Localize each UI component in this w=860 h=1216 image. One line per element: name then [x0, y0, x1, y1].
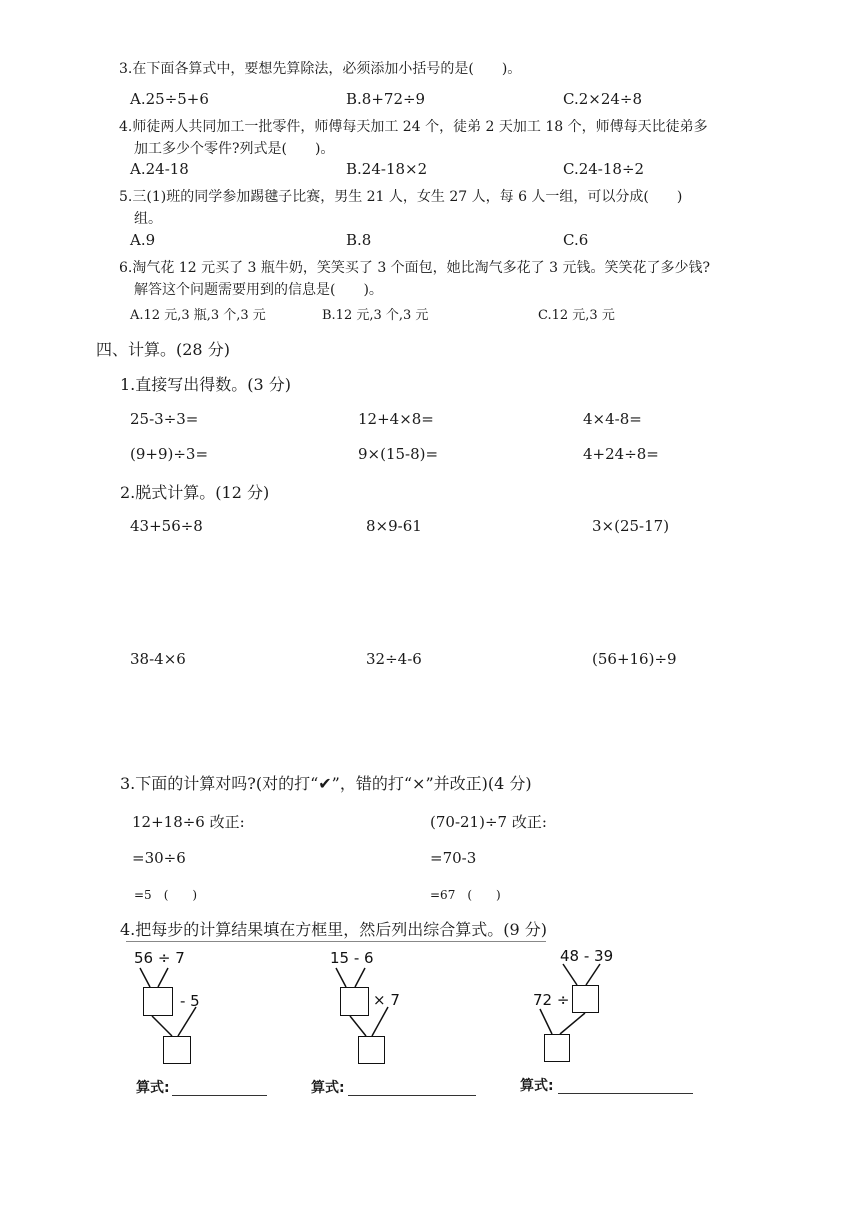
part-3-title: 3.下面的计算对吗?(对的打“✔”，错的打“×”并改正)(4 分)	[120, 774, 532, 793]
diagram-2-answer-box-2[interactable]	[358, 1036, 385, 1064]
stepwise-calc-item: (56+16)÷9	[592, 650, 677, 668]
question-4-option-a: A.24-18	[130, 160, 189, 178]
section-4-title: 四、计算。(28 分)	[96, 340, 230, 359]
check-right-line2: =70-3	[430, 849, 477, 867]
part-2-title: 2.脱式计算。(12 分)	[120, 483, 270, 502]
diagram-1-formula-label: 算式:	[136, 1080, 170, 1096]
diagram-1-answer-box-2[interactable]	[163, 1036, 191, 1064]
question-3-option-c: C.2×24÷8	[563, 90, 643, 108]
diagram-2-side-operation: × 7	[373, 991, 400, 1009]
question-5-stem-line1: 5.三(1)班的同学参加踢毽子比赛，男生 21 人，女生 27 人，每 6 人一组，可以分成( )	[119, 189, 683, 205]
diagram-3-formula-label: 算式:	[520, 1078, 554, 1094]
check-right-line1: (70-21)÷7 改正:	[430, 813, 547, 831]
oral-calc-item: 4+24÷8=	[583, 445, 659, 463]
question-5-option-b: B.8	[346, 231, 372, 249]
stepwise-calc-item: 38-4×6	[130, 650, 186, 668]
question-5-option-a: A.9	[130, 231, 156, 249]
diagram-3-answer-box-2[interactable]	[544, 1034, 570, 1062]
diagram-2-answer-line[interactable]	[348, 1095, 476, 1096]
check-left-line3: =5 ( )	[134, 888, 198, 902]
diagram-2-answer-box-1[interactable]	[340, 987, 369, 1016]
question-6-option-b: B.12 元,3 个,3 元	[322, 308, 429, 323]
diagram-1-answer-line[interactable]	[172, 1095, 267, 1096]
check-left-line2: =30÷6	[132, 849, 186, 867]
question-4-option-c: C.24-18÷2	[563, 160, 645, 178]
question-5-stem-line2: 组。	[134, 211, 162, 227]
part-4-title: 4.把每步的计算结果填在方框里，然后列出综合算式。(9 分)	[120, 920, 548, 939]
oral-calc-item: 12+4×8=	[358, 410, 434, 428]
stepwise-calc-item: 8×9-61	[366, 517, 422, 535]
diagram-3-top-expression: 48 - 39	[560, 947, 614, 965]
question-5-option-c: C.6	[563, 231, 589, 249]
question-6-option-c: C.12 元,3 元	[538, 308, 615, 323]
question-3-stem: 3.在下面各算式中，要想先算除法，必须添加小括号的是( )。	[119, 61, 522, 77]
question-6-option-a: A.12 元,3 瓶,3 个,3 元	[130, 308, 266, 323]
check-right-line3: =67 ( )	[430, 888, 501, 902]
diagram-3-answer-box-1[interactable]	[572, 985, 599, 1013]
check-left-line1: 12+18÷6 改正:	[132, 813, 245, 831]
question-3-option-a: A.25÷5+6	[130, 90, 209, 108]
question-4-option-b: B.24-18×2	[346, 160, 428, 178]
question-3-option-b: B.8+72÷9	[346, 90, 426, 108]
question-4-stem-line1: 4.师徒两人共同加工一批零件，师傅每天加工 24 个，徒弟 2 天加工 18 个，师傅每天比徒弟多	[119, 119, 708, 135]
question-4-stem-line2: 加工多少个零件?列式是( )。	[134, 141, 335, 157]
oral-calc-item: 9×(15-8)=	[358, 445, 439, 463]
oral-calc-item: 25-3÷3=	[130, 410, 199, 428]
diagram-1-answer-box-1[interactable]	[143, 987, 173, 1016]
stepwise-calc-item: 32÷4-6	[366, 650, 422, 668]
question-6-stem-line1: 6.淘气花 12 元买了 3 瓶牛奶，笑笑买了 3 个面包，她比淘气多花了 3 元钱。笑笑花了多少钱?	[119, 260, 710, 276]
diagram-1-side-operation: - 5	[180, 992, 200, 1010]
oral-calc-item: 4×4-8=	[583, 410, 642, 428]
diagram-2-formula-label: 算式:	[311, 1080, 345, 1096]
stepwise-calc-item: 43+56÷8	[130, 517, 203, 535]
stepwise-calc-item: 3×(25-17)	[592, 517, 670, 535]
part-1-title: 1.直接写出得数。(3 分)	[120, 375, 292, 394]
diagram-3-answer-line[interactable]	[558, 1093, 693, 1094]
diagram-3-side-operation: 72 ÷	[533, 991, 570, 1009]
question-6-stem-line2: 解答这个问题需要用到的信息是( )。	[134, 282, 383, 298]
diagram-2-top-expression: 15 - 6	[330, 949, 374, 967]
oral-calc-item: (9+9)÷3=	[130, 445, 209, 463]
diagram-1-top-expression: 56 ÷ 7	[134, 949, 185, 967]
